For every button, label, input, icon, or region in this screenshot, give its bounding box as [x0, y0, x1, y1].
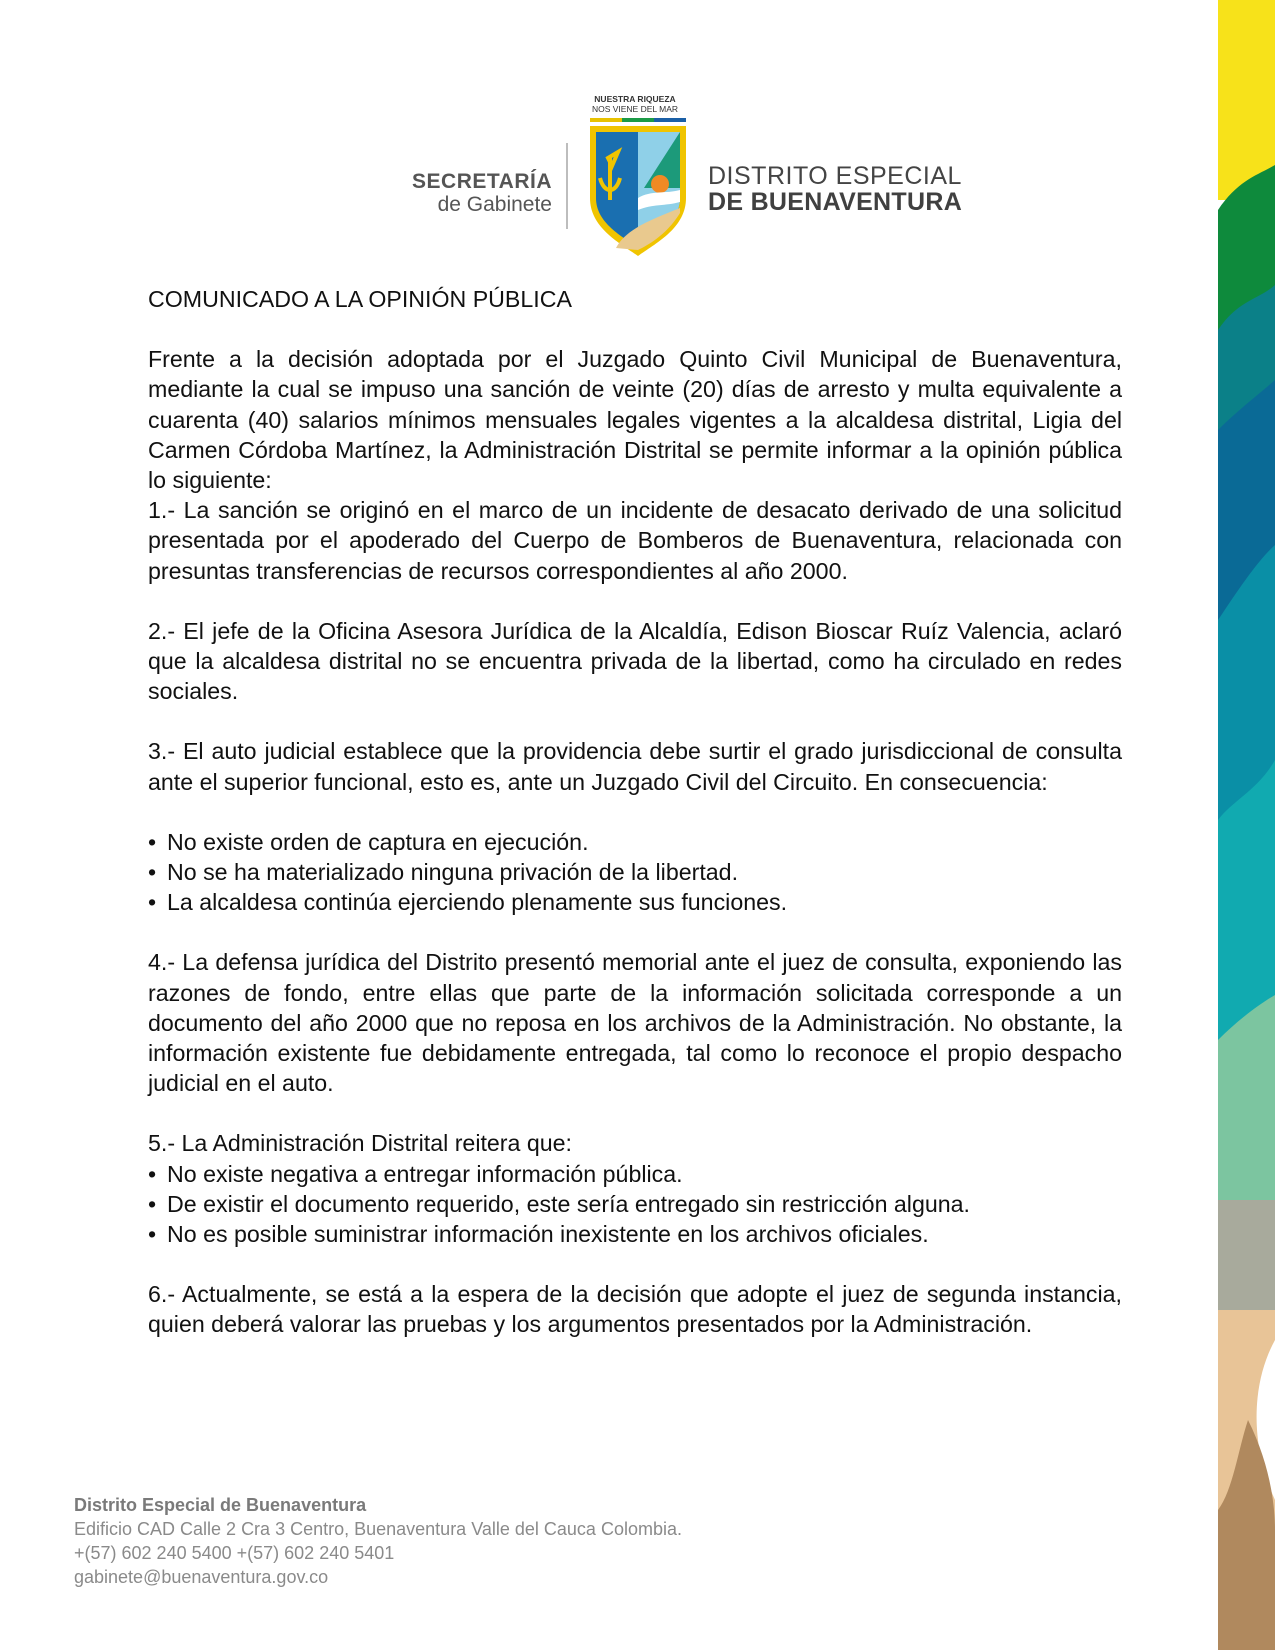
district-line2: DE BUENAVENTURA	[708, 188, 963, 217]
bullet-icon: •	[148, 1190, 157, 1217]
footer-contact	[74, 1493, 682, 1589]
secretaria-logo-text	[380, 170, 552, 216]
bullet-icon: •	[148, 1160, 157, 1187]
header-divider	[566, 143, 568, 229]
list-item: • No existe negativa a entregar información pública.	[148, 1159, 1122, 1189]
bullet-icon: •	[148, 859, 157, 886]
communique-body	[148, 284, 1122, 1340]
footer-address: Edificio CAD Calle 2 Cra 3 Centro, Buenaventura Valle del Cauca Colombia.	[74, 1519, 682, 1539]
list-item: • No se ha materializado ninguna privación de la libertad.	[148, 857, 1122, 887]
footer-phones: +(57) 602 240 5400 +(57) 602 240 5401	[74, 1543, 395, 1563]
bullet-icon: •	[148, 1221, 157, 1248]
tagline-line2: NOS VIENE DEL MAR	[591, 103, 679, 114]
point-3-bullet-list	[148, 827, 1122, 918]
district-shield-icon	[586, 118, 690, 258]
point-2: 2.- El jefe de la Oficina Asesora Jurídica de la Alcaldía, Edison Bioscar Ruíz Valencia, aclaró que la alcaldesa distrital no se encuentra privada de la libertad, como ha circulado en redes sociales.	[148, 617, 1122, 705]
point-5-bullet-list	[148, 1159, 1122, 1250]
footer-org: Distrito Especial de Buenaventura	[74, 1495, 367, 1515]
point-6: 6.- Actualmente, se está a la espera de la decisión que adopte el juez de segunda instancia, quien deberá valorar las pruebas y los argumentos presentados por la Administración.	[148, 1281, 1122, 1338]
shield-tagline	[580, 95, 690, 115]
district-line1: DISTRITO ESPECIAL	[708, 162, 962, 190]
secretaria-subtitle: de Gabinete	[437, 193, 552, 217]
intro-paragraph: Frente a la decisión adoptada por el Juzgado Quinto Civil Municipal de Buenaventura, mediante la cual se impuso una sanción de veinte (20) días de arresto y multa equivalente a cuarenta (40) salarios mínimos mensuales legales vigentes a la alcaldesa distrital, Ligia del Carmen Córdoba Martínez, la Administración Distrital se permite informar a la opinión pública lo siguiente:	[148, 346, 1122, 494]
decorative-side-band	[1218, 0, 1275, 1650]
point-3: 3.- El auto judicial establece que la providencia debe surtir el grado jurisdiccional de consulta ante el superior funcional, esto es, ante un Juzgado Civil del Circuito. En consecuencia:	[148, 738, 1122, 795]
point-5: 5.- La Administración Distrital reitera que:	[148, 1130, 572, 1157]
point-4: 4.- La defensa jurídica del Distrito presentó memorial ante el juez de consulta, exponiendo las razones de fondo, entre ellas que parte de la información solicitada corresponde a un documento del año 2000 que no reposa en los archivos de la Administración. No obstante, la información existente fue debidamente entregada, tal como lo reconoce el propio despacho judicial en el auto.	[148, 949, 1122, 1097]
list-item: • No existe orden de captura en ejecución.	[148, 827, 1122, 857]
tagline-line1: NUESTRA RIQUEZA	[594, 94, 676, 104]
secretaria-title: SECRETARÍA	[412, 170, 552, 193]
footer-email[interactable]: gabinete@buenaventura.gov.co	[74, 1567, 329, 1587]
point-1: 1.- La sanción se originó en el marco de un incidente de desacato derivado de una solicitud presentada por el apoderado del Cuerpo de Bomberos de Buenaventura, relacionada con presuntas transferencias de recursos correspondientes al año 2000.	[148, 497, 1122, 584]
list-item: • No es posible suministrar información inexistente en los archivos oficiales.	[148, 1219, 1122, 1249]
district-logo-text	[708, 163, 962, 216]
bullet-icon: •	[148, 889, 157, 916]
list-item: • De existir el documento requerido, este sería entregado sin restricción alguna.	[148, 1189, 1122, 1219]
letterhead	[0, 0, 1218, 270]
document-title: COMUNICADO A LA OPINIÓN PÚBLICA	[148, 286, 572, 312]
list-item: • La alcaldesa continúa ejerciendo plenamente sus funciones.	[148, 887, 1122, 917]
bullet-icon: •	[148, 828, 157, 855]
